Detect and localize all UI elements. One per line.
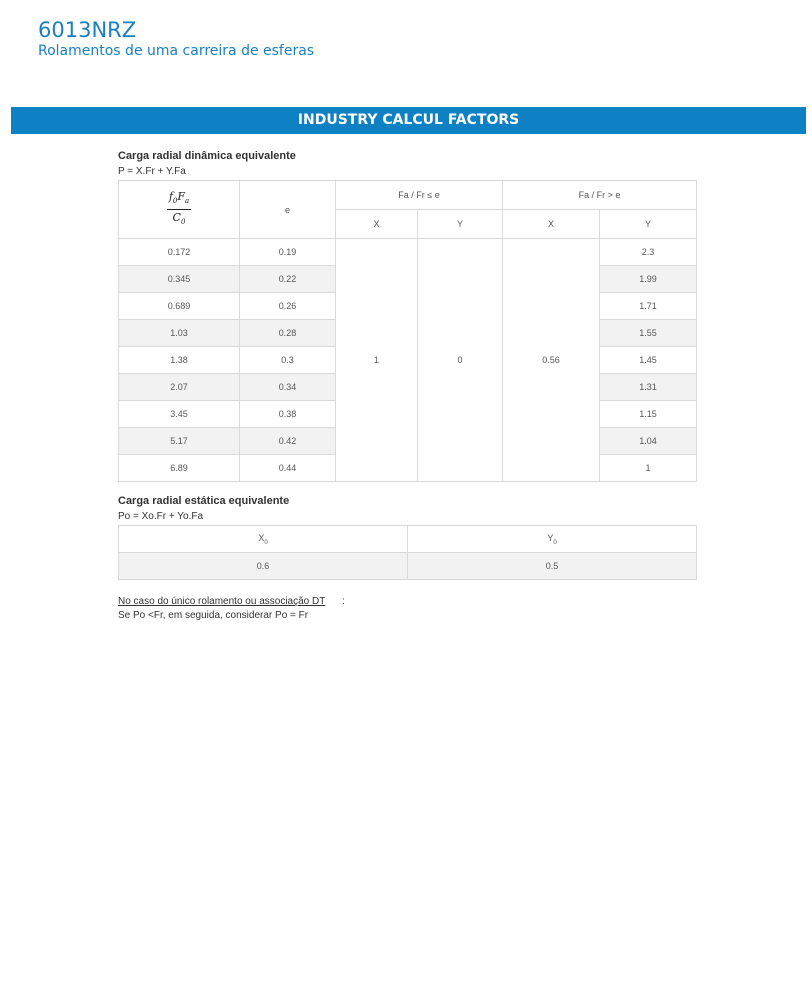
cell-y0: 0.5 [408, 553, 697, 580]
note-text: Se Po <Fr, em seguida, considerar Po = Fr [118, 610, 309, 621]
cell-x0: 0.6 [119, 553, 408, 580]
note-colon: : [342, 596, 345, 607]
cell-y2: 1.04 [600, 428, 697, 455]
header-y0: $Y_0$ [408, 526, 697, 553]
dynamic-load-title: Carga radial dinâmica equivalente [118, 150, 296, 162]
static-load-table [118, 525, 697, 580]
cell-ratio: 0.689 [119, 293, 240, 320]
cell-ratio: 0.345 [119, 266, 240, 293]
cell-e: 0.28 [240, 320, 336, 347]
cell-ratio: 2.07 [119, 374, 240, 401]
cell-e: 0.26 [240, 293, 336, 320]
cell-y2: 1.31 [600, 374, 697, 401]
cell-ratio: 1.03 [119, 320, 240, 347]
cell-y2: 2.3 [600, 239, 697, 266]
static-load-title: Carga radial estática equivalente [118, 495, 290, 507]
cell-e: 0.34 [240, 374, 336, 401]
cell-y2: 1.45 [600, 347, 697, 374]
cell-e: 0.38 [240, 401, 336, 428]
page-subtitle: Rolamentos de uma carreira de esferas [38, 43, 315, 59]
header-x2: X [503, 210, 600, 239]
cell-e: 0.19 [240, 239, 336, 266]
cell-y1-merged: 0 [418, 239, 503, 482]
cell-e: 0.44 [240, 455, 336, 482]
cell-y2: 1 [600, 455, 697, 482]
header-group-le: Fa / Fr ≤ e [336, 181, 503, 210]
cell-e: 0.22 [240, 266, 336, 293]
dynamic-load-table [118, 180, 697, 482]
ratio-fraction: $\frac{f_0F_a}{C_0}$ [168, 189, 190, 227]
static-load-formula: Po = Xo.Fr + Yo.Fa [118, 511, 204, 522]
page-title: 6013NRZ [38, 18, 137, 42]
table-header-row [119, 526, 697, 553]
section-banner: INDUSTRY CALCUL FACTORS [11, 107, 806, 134]
cell-y2: 1.99 [600, 266, 697, 293]
cell-e: 0.42 [240, 428, 336, 455]
cell-ratio: 0.172 [119, 239, 240, 266]
header-ratio [119, 181, 240, 239]
cell-e: 0.3 [240, 347, 336, 374]
cell-ratio: 3.45 [119, 401, 240, 428]
cell-y2: 1.55 [600, 320, 697, 347]
cell-y2: 1.71 [600, 293, 697, 320]
table-header-row [119, 181, 697, 210]
cell-x2-merged: 0.56 [503, 239, 600, 482]
cell-x1-merged: 1 [336, 239, 418, 482]
header-y1: Y [418, 210, 503, 239]
header-x1: X [336, 210, 418, 239]
table-row [119, 239, 697, 266]
cell-ratio: 6.89 [119, 455, 240, 482]
cell-y2: 1.15 [600, 401, 697, 428]
header-x0: $X_0$ [119, 526, 408, 553]
note-heading: No caso do único rolamento ou associação DT [118, 596, 326, 607]
table-row [119, 553, 697, 580]
dynamic-load-formula: P = X.Fr + Y.Fa [118, 166, 186, 177]
cell-ratio: 1.38 [119, 347, 240, 374]
header-group-gt: Fa / Fr > e [503, 181, 697, 210]
header-y2: Y [600, 210, 697, 239]
cell-ratio: 5.17 [119, 428, 240, 455]
header-e: e [240, 181, 336, 239]
